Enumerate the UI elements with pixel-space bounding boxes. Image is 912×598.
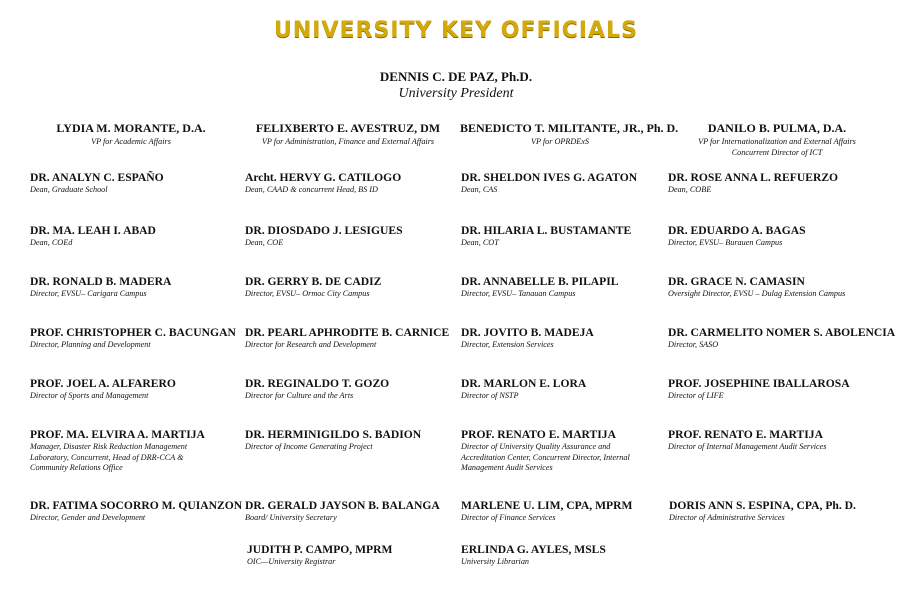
official-name: DR. GERALD JAYSON B. BALANGA (245, 499, 440, 512)
official-entry (668, 224, 898, 249)
official-entry (668, 428, 898, 453)
official-name: MARLENE U. LIM, CPA, MPRM (461, 499, 633, 512)
vp-oprdexs (460, 121, 679, 147)
official-name: PROF. MA. ELVIRA A. MARTIJA (30, 428, 205, 441)
official-entry (461, 499, 673, 524)
official-name: PROF. RENATO E. MARTIJA (668, 428, 823, 441)
official-name: FELIXBERTO E. AVESTRUZ, DM (255, 121, 441, 135)
official-title: Director of Finance Services (461, 513, 556, 522)
official-entry (30, 428, 210, 474)
official-title: University Librarian (461, 557, 530, 566)
president-block (0, 69, 912, 102)
official-entry (668, 326, 898, 351)
president-title: University President (398, 86, 514, 101)
official-name: DR. CARMELITO NOMER S. ABOLENCIA (668, 326, 896, 339)
official-entry (30, 275, 242, 300)
official-name: Archt. HERVY G. CATILOGO (245, 171, 402, 184)
official-title: Director, EVSU– Ormoc City Campus (245, 289, 370, 298)
official-entry (30, 171, 242, 196)
official-title: Director, Gender and Development (30, 513, 146, 522)
official-name: DORIS ANN S. ESPINA, CPA, Ph. D. (669, 499, 856, 512)
official-title: Dean, CAS (461, 185, 498, 194)
official-title: Director of Administrative Services (669, 513, 785, 522)
official-name: PROF. CHRISTOPHER C. BACUNGAN (30, 326, 236, 339)
official-title: Dean, COEd (30, 238, 73, 247)
official-name: DR. GERRY B. DE CADIZ (245, 275, 382, 288)
official-title: Board/ University Secretary (245, 513, 337, 522)
official-name: DR. REGINALDO T. GOZO (245, 377, 390, 390)
official-title: Dean, COBE (668, 185, 712, 194)
official-name: DR. HERMINIGILDO S. BADION (245, 428, 422, 441)
official-entry (30, 377, 242, 402)
official-entry (668, 275, 898, 300)
official-name: PROF. JOSEPHINE IBALLAROSA (668, 377, 850, 390)
official-name: DR. PEARL APHRODITE B. CARNICE (245, 326, 450, 339)
official-entry (247, 543, 459, 568)
official-name: DR. FATIMA SOCORRO M. QUIANZON (30, 499, 243, 512)
vp-administration (238, 121, 458, 147)
official-title: Dean, Graduate School (30, 185, 108, 194)
vp-academic-affairs (30, 121, 232, 147)
official-name: DANILO B. PULMA, D.A. (707, 121, 847, 135)
official-name: DR. HILARIA L. BUSTAMANTE (461, 224, 632, 237)
official-title: Director, EVSU– Tanauan Campus (461, 289, 576, 298)
official-name: DR. GRACE N. CAMASIN (668, 275, 805, 288)
official-title: Director for Research and Development (245, 340, 377, 349)
official-title: Manager, Disaster Risk Reduction Management Laboratory, Concurrent, Head of DRR-CCA & Community Relations Office (30, 442, 188, 472)
official-title: Director of Income Generating Project (245, 442, 373, 451)
official-entry (461, 377, 673, 402)
official-title: VP for Internationalization and External Affairs (698, 137, 856, 146)
official-name: DR. JOVITO B. MADEJA (461, 326, 594, 339)
official-title: Director for Culture and the Arts (245, 391, 354, 400)
official-name: DR. ROSE ANNA L. REFUERZO (668, 171, 839, 184)
official-entry (669, 499, 899, 524)
official-title: Director, Extension Services (461, 340, 554, 349)
official-entry (245, 224, 457, 249)
official-title: Director, EVSU– Carigara Campus (30, 289, 147, 298)
official-name: DR. ANNABELLE B. PILAPIL (461, 275, 619, 288)
official-entry (461, 171, 673, 196)
official-entry (461, 275, 673, 300)
official-title: Director of LIFE (668, 391, 724, 400)
official-title: VP for Administration, Finance and External Affairs (261, 137, 435, 146)
official-entry (668, 171, 898, 196)
official-title: VP for OPRDExS (530, 137, 590, 146)
official-name: DR. SHELDON IVES G. AGATON (461, 171, 638, 184)
president-name: DENNIS C. DE PAZ, Ph.D. (379, 69, 533, 84)
official-title: VP for Academic Affairs (91, 137, 171, 146)
official-title: Director of University Quality Assurance and Accreditation Center, Concurrent Director, Internal Management Audit Services (461, 442, 630, 472)
official-title: Director of NSTP (461, 391, 519, 400)
official-title: Dean, COE (245, 238, 284, 247)
official-name: DR. MA. LEAH I. ABAD (30, 224, 156, 237)
official-entry (461, 224, 673, 249)
official-title: Director, EVSU– Burauen Campus (668, 238, 783, 247)
official-name: JUDITH P. CAMPO, MPRM (247, 543, 393, 556)
official-name: BENEDICTO T. MILITANTE, JR., Ph. D. (460, 121, 679, 135)
official-entry (245, 499, 457, 524)
official-entry (245, 377, 457, 402)
official-name: DR. EDUARDO A. BAGAS (668, 224, 806, 237)
official-entry (668, 377, 898, 402)
official-name: DR. ANALYN C. ESPAÑO (30, 171, 164, 184)
official-name: ERLINDA G. AYLES, MSLS (461, 543, 606, 556)
official-entry (30, 326, 242, 351)
official-entry (245, 171, 457, 196)
vp-internationalization (666, 121, 888, 158)
official-title: Director, SASO (668, 340, 719, 349)
official-entry (30, 224, 242, 249)
official-name: DR. RONALD B. MADERA (30, 275, 172, 288)
official-title: Dean, CAAD & concurrent Head, BS ID (245, 185, 378, 194)
official-entry (245, 428, 457, 453)
official-title: OIC—University Registrar (247, 557, 336, 566)
official-title: Director, Planning and Development (30, 340, 151, 349)
official-title-secondary: Concurrent Director of ICT (731, 148, 823, 157)
official-title: Dean, COT (461, 238, 499, 247)
official-entry (461, 428, 656, 474)
official-name: DR. DIOSDADO J. LESIGUES (245, 224, 403, 237)
official-entry (461, 543, 673, 568)
page-title: UNIVERSITY KEY OFFICIALS (274, 18, 638, 43)
official-title: Oversight Director, EVSU – Dulag Extension Campus (668, 289, 846, 298)
official-title: Director of Internal Management Audit Services (668, 442, 827, 451)
official-title: Director of Sports and Management (30, 391, 149, 400)
official-entry (30, 499, 242, 524)
official-name: PROF. RENATO E. MARTIJA (461, 428, 616, 441)
official-name: PROF. JOEL A. ALFARERO (30, 377, 176, 390)
official-name: LYDIA M. MORANTE, D.A. (56, 121, 206, 135)
official-name: DR. MARLON E. LORA (461, 377, 587, 390)
official-entry (245, 275, 457, 300)
official-entry (245, 326, 457, 351)
official-entry (461, 326, 673, 351)
